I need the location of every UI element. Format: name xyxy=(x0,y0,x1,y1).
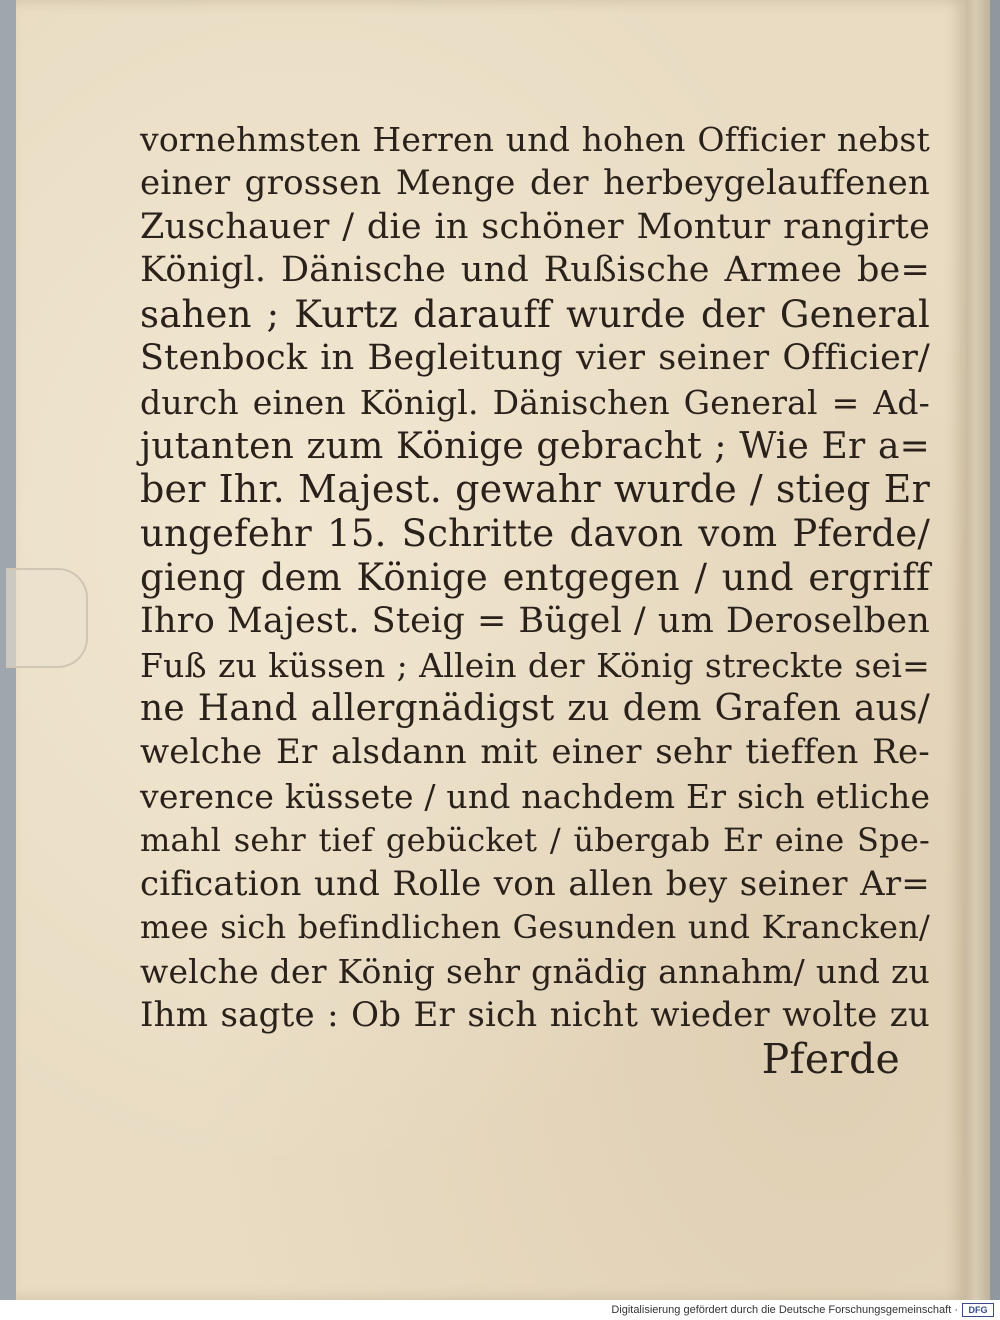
text-line: jutanten zum Könige gebracht ; Wie Er a= xyxy=(140,425,930,467)
page-edge xyxy=(966,0,990,1300)
text-line: Ihro Majest. Steig = Bügel / um Deroselben xyxy=(140,600,930,641)
text-line: Fuß zu küssen ; Allein der König streckte sei= xyxy=(140,645,930,685)
text-line: mee sich befindlichen Gesunden und Krancken/ xyxy=(140,908,930,947)
text-line: verence küssete / und nachdem Er sich etliche xyxy=(140,776,931,816)
text-line: ne Hand allergnädigst zu dem Grafen aus/ xyxy=(140,688,930,730)
text-line: ber Ihr. Majest. gewahr wurde / stieg Er xyxy=(140,467,930,512)
text-line: Königl. Dänische und Rußische Armee be= xyxy=(140,250,930,291)
text-line: gieng dem Könige entgegen / und ergriff xyxy=(140,555,930,599)
text-line: mahl sehr tief gebücket / übergab Er eine Spe- xyxy=(140,820,930,859)
page-edge-shadow xyxy=(990,0,1000,1300)
text-line: welche Er alsdann mit einer sehr tieffen Re- xyxy=(140,732,930,773)
text-line: Stenbock in Begleitung vier seiner Officier/ xyxy=(140,337,930,378)
text-line: welche der König sehr gnädig annahm/ und zu xyxy=(140,952,930,992)
text-line: ungefehr 15. Schritte davon vom Pferde/ xyxy=(140,512,930,556)
text-line: Ihm sagte : Ob Er sich nicht wieder wolte zu xyxy=(140,994,930,1035)
catchword: Pferde xyxy=(761,1034,900,1083)
text-line: cification und Rolle von allen bey seiner Ar= xyxy=(140,863,930,904)
text-line: einer grossen Menge der herbeygelauffenen xyxy=(140,162,930,203)
text-line: sahen ; Kurtz darauff wurde der General xyxy=(140,293,930,337)
text-line: vornehmsten Herren und hohen Officier nebst xyxy=(140,120,930,159)
page-tab-outline xyxy=(6,568,88,668)
text-line: Zuschauer / die in schöner Montur rangirte xyxy=(140,206,930,247)
dfg-logo-icon: DFG xyxy=(962,1303,994,1317)
funding-credit: Digitalisierung gefördert durch die Deutsche Forschungsgemeinschaft · xyxy=(611,1304,958,1316)
text-line: durch einen Königl. Dänischen General = Ad- xyxy=(140,382,930,422)
digitization-footer xyxy=(0,1300,1000,1320)
page-text xyxy=(140,118,940,1082)
